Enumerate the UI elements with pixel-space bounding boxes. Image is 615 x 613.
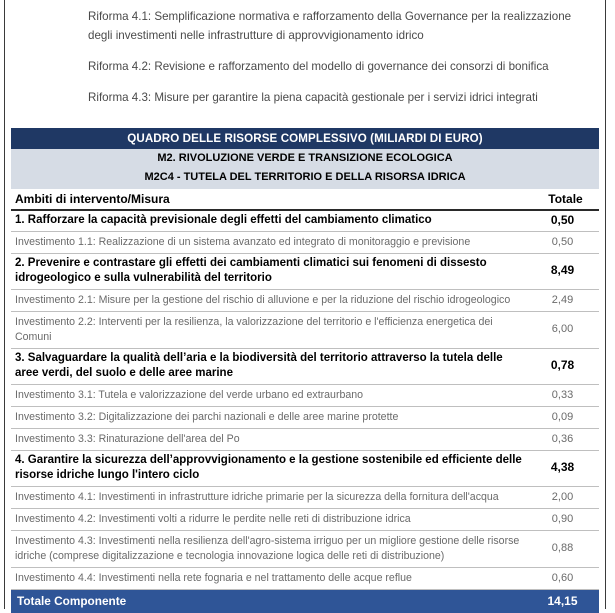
table-head [11,189,599,210]
page-right-rule [605,0,606,609]
row-value: 0,88 [532,530,599,567]
row-label: Investimento 3.1: Tutela e valorizzazione del verde urbano ed extraurbano [11,384,532,406]
reform-paragraph-4-1: Riforma 4.1: Semplificazione normativa e rafforzamento della Governance per la realizzazione degli investimenti nelle infrastrutture di approvvigionamento idrico [88,10,572,42]
row-label: 4. Garantire la sicurezza dell’approvvigionamento e la gestione sostenibile ed efficiente delle risorse idriche lungo l'intero ciclo [11,450,532,486]
row-value: 0,33 [532,384,599,406]
table-row-item [11,530,599,567]
row-value: 6,00 [532,311,599,348]
table-row-item [11,231,599,253]
row-label: Investimento 4.1: Investimenti in infrastrutture idriche primarie per la sicurezza della fornitura dell'acqua [11,486,532,508]
table-row-item [11,567,599,589]
table-banner-title: QUADRO DELLE RISORSE COMPLESSIVO (MILIARDI DI EURO) [11,128,599,149]
row-value: 0,78 [532,348,599,384]
reform-paragraph-4-2: Riforma 4.2: Revisione e rafforzamento del modello di governance dei consorzi di bonifica [88,60,549,73]
row-label: Investimento 1.1: Realizzazione di un sistema avanzato ed integrato di monitoraggio e previsione [11,231,532,253]
table-body [11,210,599,589]
row-value: 2,49 [532,289,599,311]
table-row-item [11,384,599,406]
row-label: 3. Salvaguardare la qualità dell’aria e la biodiversità del territorio attraverso la tutela delle aree verdi, del suolo e delle aree marine [11,348,532,384]
row-value: 8,49 [532,253,599,289]
row-value: 0,36 [532,428,599,450]
reform-paragraph-list [88,0,586,119]
table-banner-component: M2C4 - TUTELA DEL TERRITORIO E DELLA RISORSA IDRICA [11,168,599,189]
row-label: Investimento 3.2: Digitalizzazione dei parchi nazionali e delle aree marine protette [11,406,532,428]
column-header-description: Ambiti di intervento/Misura [11,189,532,210]
table-row-group [11,253,599,289]
table-row-item [11,508,599,530]
resources-table-block [11,128,599,613]
row-value: 0,09 [532,406,599,428]
row-value: 0,90 [532,508,599,530]
row-label: Investimento 4.4: Investimenti nella rete fognaria e nel trattamento delle acque reflue [11,567,532,589]
column-header-total: Totale [532,189,599,210]
page-left-rule [4,0,5,609]
row-label: 1. Rafforzare la capacità previsionale degli effetti del cambiamento climatico [11,210,532,231]
table-header-row [11,189,599,210]
row-label: Investimento 2.2: Interventi per la resilienza, la valorizzazione del territorio e l'efficienza energetica dei Comuni [11,311,532,348]
total-value: 14,15 [532,589,599,613]
row-label: 2. Prevenire e contrastare gli effetti dei cambiamenti climatici sui fenomeni di dissesto idrogeologico e sulla vulnerabilità del territorio [11,253,532,289]
reform-paragraph-4-3: Riforma 4.3: Misure per garantire la piena capacità gestionale per i servizi idrici integrati [88,91,538,104]
row-label: Investimento 4.2: Investimenti volti a ridurre le perdite nelle reti di distribuzione idrica [11,508,532,530]
table-row-item [11,486,599,508]
row-value: 0,50 [532,231,599,253]
row-label: Investimento 4.3: Investimenti nella resilienza dell'agro-sistema irriguo per un migliore gestione delle risorse idriche (comprese digitalizzazione e tecnologia innovazione logica delle reti di distribuzione) [11,530,532,567]
table-row-group [11,210,599,231]
row-value: 4,38 [532,450,599,486]
row-value: 0,60 [532,567,599,589]
table-row-item [11,406,599,428]
row-value: 0,50 [532,210,599,231]
table-row-item [11,428,599,450]
row-label: Investimento 2.1: Misure per la gestione del rischio di alluvione e per la riduzione del rischio idrogeologico [11,289,532,311]
table-banner-mission: M2. RIVOLUZIONE VERDE E TRANSIZIONE ECOLOGICA [11,149,599,168]
table-row-item [11,311,599,348]
total-label: Totale Componente [11,589,532,613]
table-row-item [11,289,599,311]
resources-table [11,189,599,613]
row-value: 2,00 [532,486,599,508]
row-label: Investimento 3.3: Rinaturazione dell'area del Po [11,428,532,450]
table-row-group [11,450,599,486]
table-row-group [11,348,599,384]
